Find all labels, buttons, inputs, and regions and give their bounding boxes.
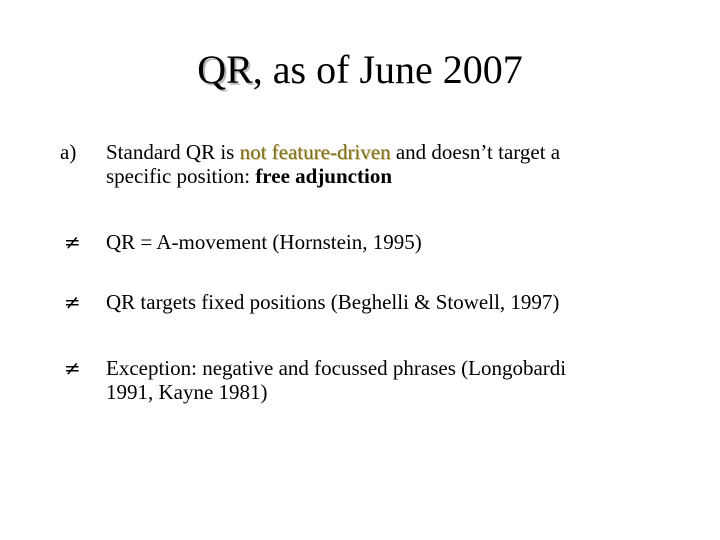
item-text bbox=[106, 356, 666, 404]
not-equal-icon: ≠ bbox=[64, 290, 81, 314]
not-equal-icon: ≠ bbox=[64, 356, 81, 380]
item-text: QR = A-movement (Hornstein, 1995) bbox=[106, 230, 422, 254]
item-text: QR targets fixed positions (Beghelli & Stowell, 1997) bbox=[106, 290, 560, 314]
text-segment: specific position: bbox=[106, 164, 256, 188]
slide-title bbox=[0, 44, 720, 96]
item-line-2 bbox=[106, 164, 666, 188]
item-text bbox=[106, 140, 666, 188]
item-line-1 bbox=[106, 140, 666, 164]
item-line-2: 1991, Kayne 1981) bbox=[106, 380, 268, 404]
text-segment: Standard QR is bbox=[106, 140, 240, 164]
item-line-1: Exception: negative and focussed phrases (Longobardi bbox=[106, 356, 567, 380]
text-segment: and doesn’t target a bbox=[390, 140, 561, 164]
bold-phrase: free adjunction bbox=[255, 164, 392, 188]
not-equal-icon: ≠ bbox=[64, 230, 81, 254]
item-marker: a) bbox=[60, 140, 77, 164]
title-rest: , as of June 2007 bbox=[252, 47, 523, 92]
highlighted-phrase: not feature-driven bbox=[239, 140, 391, 164]
title-main: QR bbox=[197, 47, 253, 92]
